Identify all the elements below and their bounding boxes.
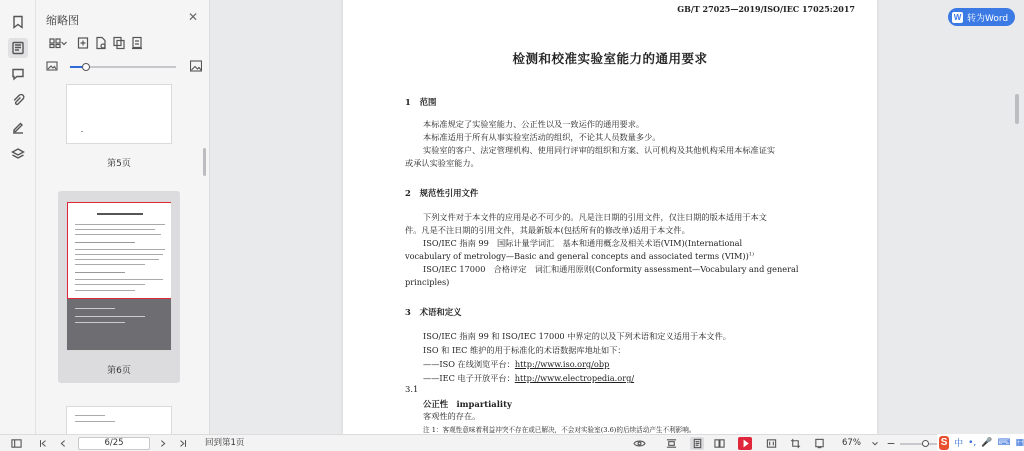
signature-icon[interactable] — [8, 117, 28, 137]
zoom-slider-handle[interactable] — [82, 63, 90, 71]
thumbnail-page-7[interactable] — [58, 398, 180, 434]
text-line: 下列文件对于本文件的应用是必不可少的。凡是注日期的引用文件，仅注日期的版本适用于本文 — [423, 212, 767, 222]
text-line: ——IEC 电子开放平台：http://www.electropedia.org/ — [423, 373, 635, 383]
thumbnail-page-6[interactable] — [58, 191, 180, 383]
text-line: 本标准规定了实验室能力、公正性以及一致运作的通用要求。 — [423, 119, 645, 129]
panel-title: 缩略图 — [46, 14, 79, 27]
bookmark-icon[interactable] — [8, 12, 28, 32]
page-header: GB/T 27025—2019/ISO/IEC 17025:2017 — [677, 4, 855, 14]
text-line: principles) — [405, 277, 450, 287]
back-to-first-page-link[interactable]: 回到第1页 — [205, 438, 245, 448]
term-title: 公正性 impartiality — [423, 399, 512, 409]
text-line: ——ISO 在线浏览平台：http://www.iso.org/obp — [423, 359, 610, 369]
zoom-out-icon[interactable] — [886, 437, 896, 450]
word-icon: W — [953, 12, 962, 22]
page-number-input[interactable]: 6/25 — [78, 437, 150, 450]
chevron-down-icon[interactable] — [60, 36, 68, 50]
convert-to-word-button[interactable]: W 转为Word — [948, 8, 1015, 26]
keyboard-icon[interactable]: ⌨ — [997, 437, 1011, 448]
term-definition: 客观性的存在。 — [423, 411, 481, 421]
punctuation-icon[interactable]: •, — [968, 437, 977, 448]
panel-scrollbar[interactable] — [203, 148, 206, 176]
thumbnail-image — [66, 84, 172, 144]
document-viewport[interactable] — [210, 0, 1024, 434]
single-page-icon[interactable] — [690, 437, 704, 450]
status-bar — [0, 434, 1024, 451]
large-image-icon[interactable] — [190, 60, 202, 72]
sidebar-toggle-icon[interactable] — [10, 437, 22, 450]
thumbnail-panel — [36, 0, 210, 434]
left-icon-rail — [0, 0, 36, 434]
replace-page-icon[interactable] — [130, 36, 144, 50]
insert-page-icon[interactable] — [76, 36, 90, 50]
thumbnail-label: 第5页 — [107, 159, 131, 169]
next-page-icon[interactable] — [158, 437, 168, 450]
text-line: ISO/IEC 17000 合格评定 词汇和通用原则(Conformity assessment—Vocabulary and general — [423, 264, 799, 274]
text-line: ISO 和 IEC 维护的用于标准化的术语数据库地址如下： — [423, 345, 626, 355]
text-line: ISO/IEC 指南 99 国际计量学词汇 基本和通用概念及相关术语(VIM)(International — [423, 238, 743, 248]
thumbnail-zoom — [46, 60, 206, 74]
ime-toolbar[interactable] — [937, 434, 1024, 451]
section-3-heading: 3 术语和定义 — [405, 307, 462, 317]
document-page — [343, 0, 877, 434]
close-icon[interactable]: ✕ — [187, 10, 199, 24]
term-note: 注 1：客观性意味着利益冲突不存在或已解决，不会对实验室(3.6)的后续活动产生不利影响。 — [423, 426, 696, 434]
text-line: vocabulary of metrology—Basic and general concepts and associated terms (VIM))$^{1)}$ — [405, 251, 754, 261]
zoom-slider[interactable] — [70, 66, 176, 68]
document-title: 检测和校准实验室能力的通用要求 — [512, 51, 708, 66]
mic-icon[interactable]: 🎤 — [981, 437, 993, 448]
eye-icon[interactable] — [630, 437, 648, 450]
sogou-icon[interactable]: S — [940, 436, 948, 448]
screen-icon[interactable] — [764, 437, 778, 450]
comment-icon[interactable] — [8, 64, 28, 84]
chevron-down-icon[interactable] — [870, 437, 880, 450]
section-1-heading: 1 范围 — [405, 97, 437, 107]
ime-language[interactable]: 中 — [954, 439, 964, 449]
page-settings-icon[interactable] — [94, 36, 108, 50]
zoom-level[interactable]: 67% — [842, 438, 861, 448]
first-page-icon[interactable] — [38, 437, 48, 450]
attachment-icon[interactable] — [8, 90, 28, 110]
iso-obp-link[interactable]: http://www.iso.org/obp — [514, 359, 610, 369]
text-line: 本标准适用于所有从事实验室活动的组织，不论其人员数量多少。 — [423, 132, 661, 142]
thumbnail-icon[interactable] — [8, 38, 28, 58]
term-number: 3.1 — [405, 384, 419, 394]
small-image-icon[interactable] — [46, 60, 58, 72]
text-line: 实验室的客户、法定管理机构、使用同行评审的组织和方案、认可机构及其他机构采用本标准证实 — [423, 145, 776, 155]
extract-page-icon[interactable] — [112, 36, 126, 50]
fit-width-icon[interactable] — [664, 437, 678, 450]
document-scrollbar[interactable] — [1015, 94, 1019, 124]
zoom-slider-handle[interactable] — [922, 440, 929, 447]
last-page-icon[interactable] — [178, 437, 188, 450]
text-line: 或承认实验室能力。 — [405, 158, 479, 168]
bookmark-page-icon[interactable] — [812, 437, 826, 450]
previous-page-icon[interactable] — [58, 437, 68, 450]
thumbnail-label: 第6页 — [107, 366, 131, 376]
thumbnail-page-5[interactable] — [58, 84, 180, 176]
text-line: 件。凡是不注日期的引用文件，其最新版本(包括所有的修改单)适用于本文件。 — [405, 225, 690, 235]
section-2-heading: 2 规范性引用文件 — [405, 188, 479, 198]
double-page-icon[interactable] — [712, 437, 726, 450]
play-icon[interactable] — [738, 437, 752, 450]
electropedia-link[interactable]: http://www.electropedia.org/ — [514, 373, 635, 383]
thumbnail-image — [66, 201, 172, 351]
layers-icon[interactable] — [8, 144, 28, 164]
text-line: ISO/IEC 指南 99 和 ISO/IEC 17000 中界定的以及下列术语和定义适用于本文件。 — [423, 331, 731, 341]
grid-icon[interactable]: ▦ — [1015, 437, 1024, 448]
thumbnail-image — [66, 406, 172, 434]
crop-icon[interactable] — [788, 437, 802, 450]
